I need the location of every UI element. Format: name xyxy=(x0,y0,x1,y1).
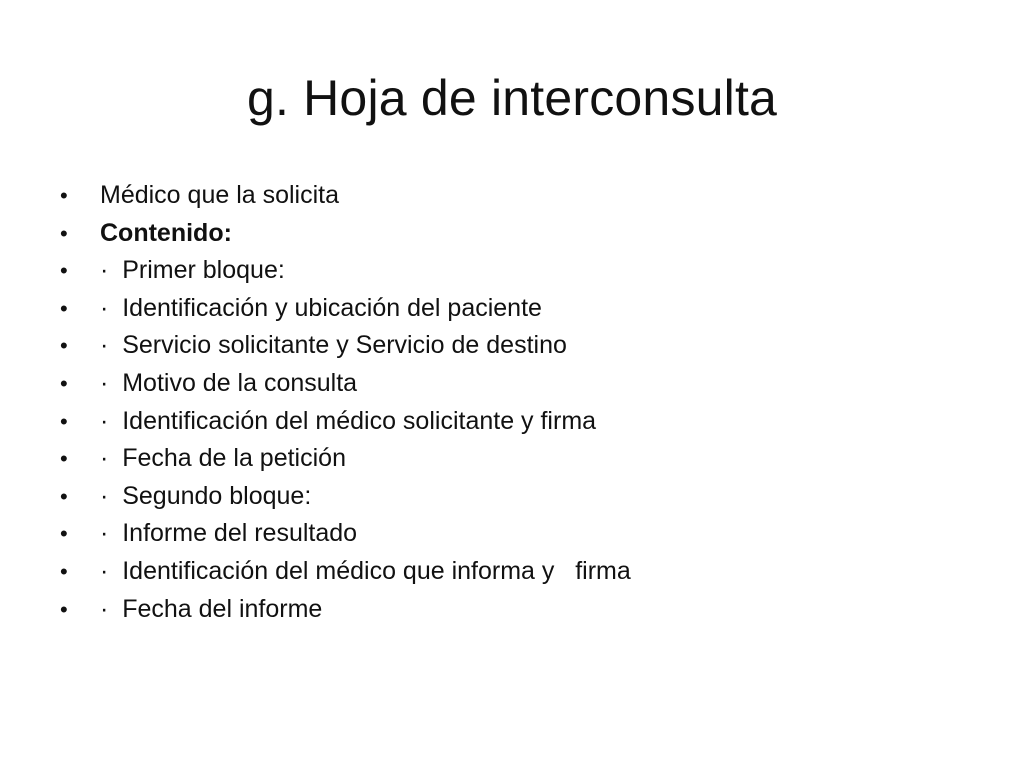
list-item-text: · Identificación y ubicación del paciente xyxy=(100,293,542,322)
list-item-text: · Servicio solicitante y Servicio de destino xyxy=(100,331,567,360)
list-item-text: Contenido: xyxy=(100,218,232,247)
list-item xyxy=(60,252,631,290)
list-item-text: · Informe del resultado xyxy=(100,519,358,548)
list-item xyxy=(60,365,631,403)
list-item xyxy=(60,440,631,478)
bullet-icon: • xyxy=(60,220,68,246)
bullet-icon: • xyxy=(60,258,68,284)
bullet-icon: • xyxy=(60,370,68,396)
slide-title: g. Hoja de interconsulta xyxy=(246,70,778,126)
list-item-text: · Identificación del médico solicitante y firma xyxy=(100,406,597,435)
list-item xyxy=(60,327,631,365)
list-item-text: · Motivo de la consulta xyxy=(100,368,358,397)
list-item-text: · Segundo bloque: xyxy=(100,481,312,510)
list-item xyxy=(60,515,631,553)
list-item-text: Médico que la solicita xyxy=(100,181,340,209)
list-item-text: · Fecha del informe xyxy=(100,594,323,623)
list-item xyxy=(60,215,631,253)
list-item xyxy=(60,290,631,328)
list-item xyxy=(60,478,631,516)
bullet-list xyxy=(60,177,631,628)
bullet-icon: • xyxy=(60,558,68,584)
bullet-icon: • xyxy=(60,596,68,622)
list-item xyxy=(60,591,631,629)
list-item-text: · Fecha de la petición xyxy=(100,444,346,473)
bullet-icon: • xyxy=(60,483,68,509)
bullet-icon: • xyxy=(60,521,68,547)
list-item xyxy=(60,403,631,441)
list-item xyxy=(60,553,631,591)
bullet-icon: • xyxy=(60,408,68,434)
bullet-icon: • xyxy=(60,333,68,359)
bullet-icon: • xyxy=(60,183,68,208)
list-item-text: · Identificación del médico que informa y firma xyxy=(100,556,631,585)
bullet-icon: • xyxy=(60,446,68,472)
list-item-text: · Primer bloque: xyxy=(100,256,285,285)
list-item xyxy=(60,177,631,215)
bullet-icon: • xyxy=(60,295,68,321)
